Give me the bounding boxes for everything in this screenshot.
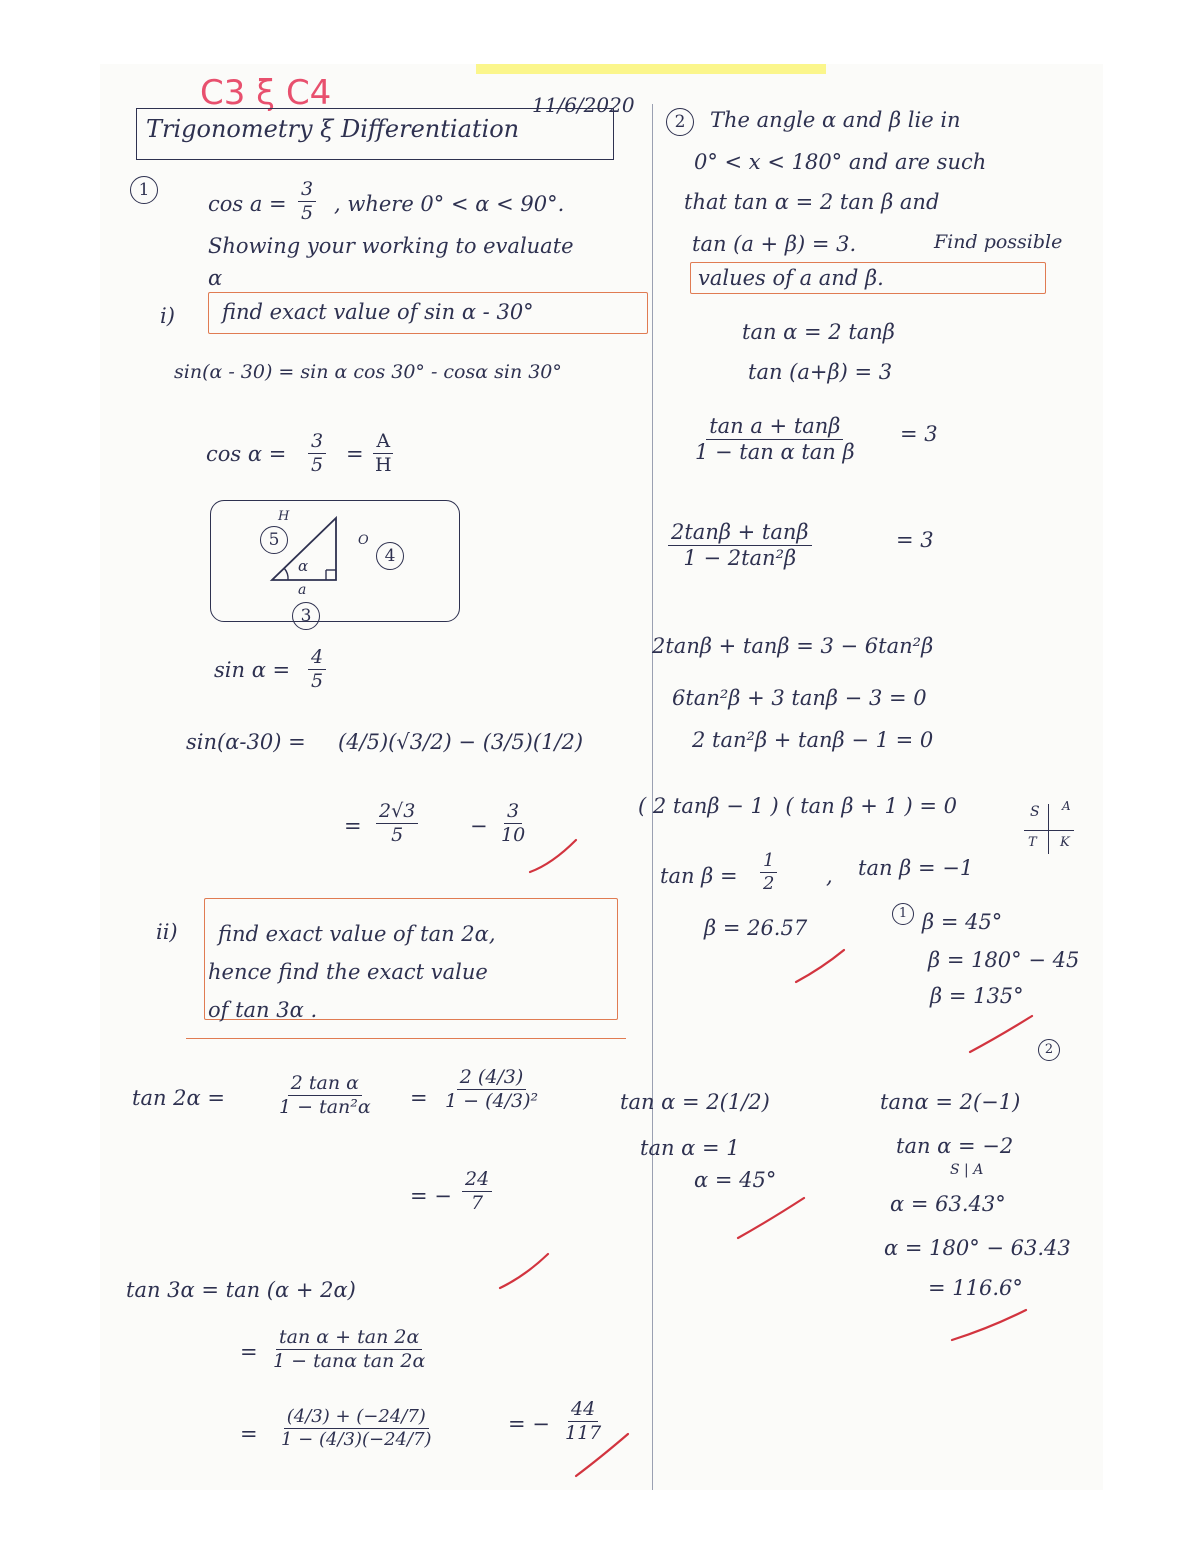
q1-cos-prefix: cos α =: [206, 442, 287, 466]
notebook-page: [100, 64, 1103, 1490]
q2-line-1: The angle α and β lie in: [710, 108, 961, 132]
q2-f1-rhs: = 3: [900, 422, 938, 446]
q1-tan3-line: tan 3α = tan (α + 2α): [126, 1278, 356, 1302]
triangle-opp-label: O: [358, 533, 369, 548]
q2-fraction-2: $\frac{2\tan\beta + \tan\beta}{\text{1 − 2tan²β}}$: [668, 520, 812, 571]
q1-tan2-fraction: $\frac{\text{2 tan α}}{\text{1 − tan²α}}$: [279, 1072, 371, 1118]
q1-cos-fraction: $\frac{3}{5}$: [308, 430, 326, 477]
q1-instruction: Showing your working to evaluate: [208, 234, 574, 258]
q2-alpha-2b: tan α = −2: [896, 1134, 1014, 1158]
q2-alpha-2a: tanα = 2(−1): [880, 1090, 1021, 1114]
triangle-opp-value: 4: [376, 542, 404, 570]
triangle-adj-value: 3: [292, 602, 320, 630]
q1-part-ii-underline: [186, 1038, 626, 1039]
q2-given-1: tan α = 2 tanβ: [742, 320, 895, 344]
q1-part-i-label: i): [160, 304, 175, 328]
q2-eq-4: ( 2 tanβ − 1 ) ( tan β + 1 ) = 0: [638, 794, 958, 818]
q1-ah-fraction: $\frac{A}{H}$: [375, 430, 392, 476]
q2-fraction-1: $\frac{\text{tan a + tanβ}}{\text{1 − tan α tan β}}$: [695, 414, 855, 465]
page-title: Trigonometry ξ Differentiation: [146, 115, 520, 143]
q2-f2-rhs: = 3: [896, 528, 934, 552]
q2-beta-1-mark: 1: [892, 898, 914, 925]
highlighter-strip: [476, 64, 826, 74]
q2-alpha-1b: tan α = 1: [640, 1136, 740, 1160]
q1-tan3-eq2: =: [240, 1422, 258, 1446]
cast-k: K: [1060, 835, 1070, 850]
q2-root-1-prefix: tan β =: [660, 864, 738, 888]
q2-alpha-2c: α = 63.43°: [890, 1192, 1006, 1216]
q1-result-op: −: [470, 814, 488, 838]
q1-part-ii-prompt-2: hence find the exact value: [208, 960, 488, 984]
q1-part-i-prompt: find exact value of sin α - 30°: [222, 300, 534, 324]
q1-given-prefix: cos a =: [208, 192, 287, 216]
q1-result-fraction-2: $\frac{3}{10}$: [501, 800, 526, 846]
q1-tan3-eq3: = −: [508, 1412, 550, 1436]
q1-sin-fraction: $\frac{4}{5}$: [308, 646, 326, 693]
cast-hline: [1024, 830, 1074, 831]
q2-beta-2b: β = 180° − 45: [928, 948, 1080, 972]
q1-tan2-res-fraction: $\frac{24}{7}$: [462, 1168, 492, 1215]
q1-expansion: sin(α - 30) = sin α cos 30° - cosα sin 30°: [174, 361, 562, 383]
q2-line-4a: tan (a + β) = 3.: [692, 232, 857, 256]
triangle-hyp-value: 5: [260, 526, 288, 554]
q2-beta-1: β = 26.57: [704, 916, 808, 940]
q2-line-2: 0° < x < 180° and are such: [694, 150, 987, 174]
q2-eq-3: 2 tan²β + tanβ − 1 = 0: [692, 728, 934, 752]
q2-number: 2: [666, 108, 694, 136]
q1-result-fraction-1: $\frac{2√3}{5}$: [376, 800, 418, 847]
q2-alpha-2e: = 116.6°: [928, 1276, 1023, 1300]
cast-s: S: [1030, 804, 1040, 820]
q1-number: 1: [130, 176, 158, 204]
q1-tan3-fraction: $\frac{\text{tan α + tan 2α}}{\text{1 − tanα tan 2α}}$: [273, 1326, 426, 1372]
q2-beta-2c: β = 135°: [930, 984, 1024, 1008]
q2-line-3: that tan α = 2 tan β and: [684, 190, 940, 214]
q1-tan2-prefix: tan 2α =: [132, 1086, 225, 1110]
q2-root-2: tan β = −1: [858, 856, 974, 880]
q1-tan3-eq: =: [240, 1340, 258, 1364]
q1-tan3-sub-fraction: $\frac{(4/3) + (-24/7)}{1 - (4/3)(-24/7)}$: [281, 1406, 432, 1450]
q1-sub-expr: (4/5)(√3/2) − (3/5)(1/2): [338, 730, 584, 754]
cast-vline: [1048, 804, 1049, 854]
q1-tan2-sub-fraction: $\frac{2 (4/3)}{\text{1 − (4/3)²}}$: [445, 1066, 539, 1112]
check-mark-alpha-2: [952, 1310, 1026, 1340]
check-mark-alpha-1: [738, 1198, 804, 1238]
q2-beta-2-mark: 2: [1038, 1034, 1060, 1061]
q1-tan2-eq: =: [410, 1086, 428, 1110]
q1-instruction-alpha: α: [208, 266, 223, 290]
cast-a: A: [1062, 799, 1071, 813]
q1-eq-sign: =: [346, 442, 364, 466]
q1-tan2-res-prefix: = −: [410, 1184, 452, 1208]
triangle-angle-label: α: [298, 557, 309, 575]
course-code: C3 ξ C4: [200, 73, 332, 113]
q1-sub-prefix: sin(α-30) =: [186, 730, 306, 754]
triangle-hyp-label: H: [278, 509, 290, 524]
q1-part-ii-prompt-3: of tan 3α .: [208, 998, 318, 1022]
q1-part-ii-label: ii): [156, 920, 178, 944]
date: 11/6/2020: [532, 93, 635, 117]
q2-alpha-1c: α = 45°: [694, 1168, 777, 1192]
q2-alpha-2-cast: S | A: [950, 1162, 984, 1178]
q2-root-sep: ,: [826, 864, 833, 888]
check-mark-tan2: [500, 1254, 548, 1288]
q1-result-eq: =: [344, 814, 362, 838]
triangle-adj-label: a: [298, 582, 307, 598]
triangle-box: [210, 500, 460, 622]
check-mark-beta-1: [796, 950, 844, 982]
q2-root-1-fraction: $\frac{1}{2}$: [760, 850, 777, 894]
check-mark-beta-2: [970, 1016, 1032, 1052]
q2-beta-2a: β = 45°: [922, 910, 1003, 934]
q2-eq-2: 6tan²β + 3 tanβ − 3 = 0: [672, 686, 927, 710]
q2-given-2: tan (a+β) = 3: [748, 360, 893, 384]
q2-line-4b: Find possible: [934, 231, 1063, 253]
cast-t: T: [1028, 835, 1037, 850]
q2-eq-1: 2tanβ + tanβ = 3 − 6tan²β: [652, 634, 934, 658]
q1-given-suffix: , where 0° < α < 90°.: [334, 192, 565, 216]
q1-sin-prefix: sin α =: [214, 658, 291, 682]
q2-alpha-1a: tan α = 2(1/2): [620, 1090, 770, 1114]
q2-line-5: values of a and β.: [698, 266, 884, 290]
q1-given-fraction: $\frac{3}{5}$: [298, 178, 316, 225]
q1-tan3-res-fraction: $\frac{44}{117}$: [565, 1398, 602, 1444]
q1-part-ii-prompt-1: find exact value of tan 2α,: [218, 922, 496, 946]
check-mark-part-i: [530, 840, 576, 872]
q2-alpha-2d: α = 180° − 63.43: [884, 1236, 1071, 1260]
